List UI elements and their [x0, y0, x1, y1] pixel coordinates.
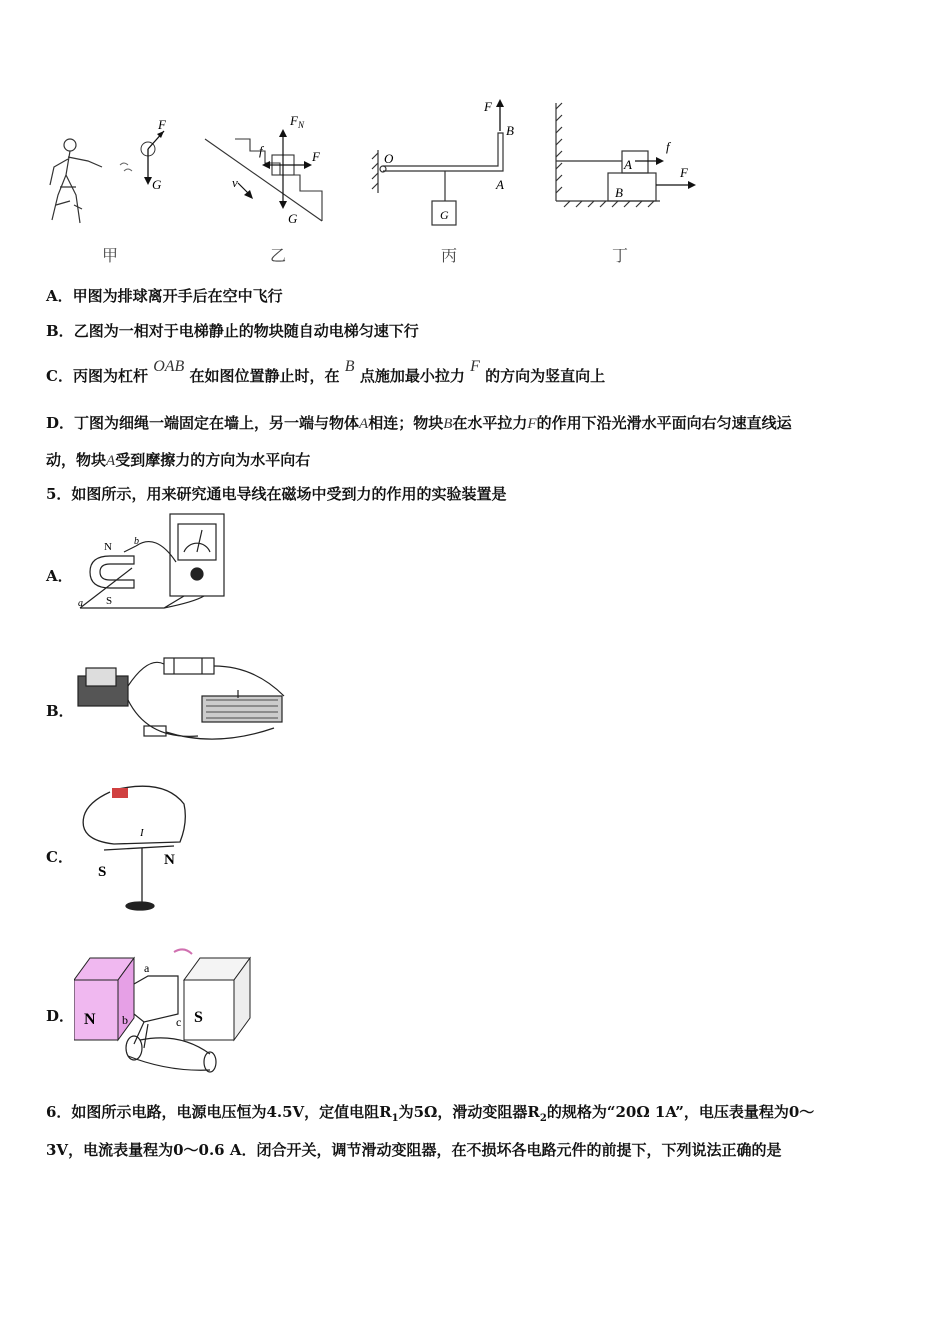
figA-b-label: b: [134, 536, 139, 547]
q5-option-c-label: C．: [46, 848, 73, 866]
q6-stem-line1: [46, 1102, 814, 1129]
yi-G-label: G: [288, 211, 298, 226]
option-label: D．: [46, 414, 75, 432]
option-text: 动，物块: [46, 451, 107, 469]
option-text: 甲图为排球离开手后在空中飞行: [72, 287, 283, 305]
bing-O-label: O: [384, 151, 394, 166]
yi-FN-label: $F_N$: [290, 113, 304, 130]
figD-c-label: c: [176, 1015, 182, 1029]
q5-option-b-label: B．: [46, 702, 74, 720]
figC-I-label: I: [140, 827, 144, 839]
q5-stem: 5．如图所示，用来研究通电导线在磁场中受到力的作用的实验装置是: [46, 485, 507, 503]
option-text: 的作用下沿光滑水平面向右匀速直线运: [536, 414, 792, 432]
q4-option-d-line2: [46, 450, 310, 471]
option-label: A．: [46, 287, 73, 305]
bing-B-label: B: [506, 123, 514, 138]
ding-f-label: f: [666, 139, 670, 154]
var-F: F: [527, 416, 537, 432]
option-text: 乙图为一相对于电梯静止的物块随自动电梯匀速下行: [73, 322, 419, 340]
yi-F-label: F: [312, 149, 320, 164]
var-A: A: [359, 416, 369, 432]
figA-S-label: S: [106, 595, 113, 607]
figure-ding-blocks: [556, 103, 660, 207]
option-text: 在如图位置静止时，在: [189, 367, 340, 385]
subscript: 2: [539, 1113, 547, 1124]
bing-A-label: A: [496, 177, 504, 192]
figA-a-label: a: [78, 598, 83, 609]
q6-stem-line2: 3V，电流表量程为0～0.6 A．闭合开关，调节滑动变阻器，在不损坏各电路元件的前提下，下列说法正确的是: [46, 1141, 782, 1159]
figure-bing-lever: [372, 133, 503, 225]
q6-text: 为5Ω，滑动变阻器R: [398, 1103, 540, 1121]
yi-f-label: f: [259, 143, 263, 158]
var-B: B: [443, 416, 453, 432]
option-text: 点施加最小拉力: [359, 367, 465, 385]
figD-b-label: b: [122, 1013, 128, 1027]
q4-option-a: [46, 286, 283, 306]
figure-label-yi: 乙: [270, 246, 287, 265]
q4-option-d: [46, 413, 792, 434]
q5-option-a-label: A．: [46, 567, 73, 585]
option-text: 的方向为竖直向上: [485, 367, 606, 385]
q5-figure-d-generator: [74, 944, 254, 1079]
ding-F-label: F: [680, 165, 688, 180]
option-text: 丙图为杠杆: [72, 367, 148, 385]
option-text: 在水平拉力: [452, 414, 528, 432]
option-text: 受到摩擦力的方向为水平向右: [115, 451, 311, 469]
jia-F-label: F: [158, 117, 166, 132]
q4-figures: [40, 95, 710, 270]
q6-text: 6．如图所示电路，电源电压恒为4.5V，定值电阻R: [46, 1103, 392, 1121]
figC-S-label: S: [98, 864, 107, 880]
ding-B-label: B: [615, 185, 623, 200]
figure-yi-escalator: [205, 139, 322, 221]
option-label: C．: [46, 367, 73, 385]
jia-G-label: G: [152, 177, 162, 192]
q5-option-d-label: D．: [46, 1007, 75, 1025]
option-text: 相连；物块: [368, 414, 444, 432]
option-text: 丁图为细绳一端固定在墙上，另一端与物体: [74, 414, 360, 432]
q5-figure-a-galvanometer: [74, 512, 254, 612]
q5-figure-c-oersted: [74, 780, 194, 915]
figD-S-label: S: [194, 1009, 203, 1026]
option-label: B．: [46, 322, 74, 340]
subscript: 1: [391, 1113, 399, 1124]
figure-label-ding: 丁: [612, 246, 629, 265]
yi-v-label: v: [232, 175, 238, 190]
q4-option-b: [46, 321, 419, 341]
var-B: B: [344, 358, 355, 375]
var-OAB: OAB: [153, 358, 185, 375]
figC-N-label: N: [164, 852, 175, 868]
figA-N-label: N: [104, 541, 112, 553]
q4-option-c: [46, 358, 606, 387]
figure-jia-player: [50, 139, 102, 223]
figD-a-label: a: [144, 961, 150, 975]
var-F: F: [470, 358, 480, 375]
q6-text: 的规格为“20Ω 1A”，电压表量程为0～: [546, 1103, 815, 1121]
figure-label-jia: 甲: [102, 246, 119, 265]
figure-label-bing: 丙: [441, 246, 458, 265]
figD-N-label: N: [84, 1011, 96, 1028]
bing-F-label: F: [484, 99, 492, 114]
bing-G-label: G: [440, 208, 449, 222]
q5-figure-b-motor-circuit: [74, 650, 294, 750]
var-A: A: [106, 453, 116, 469]
ding-A-label: A: [624, 157, 632, 172]
